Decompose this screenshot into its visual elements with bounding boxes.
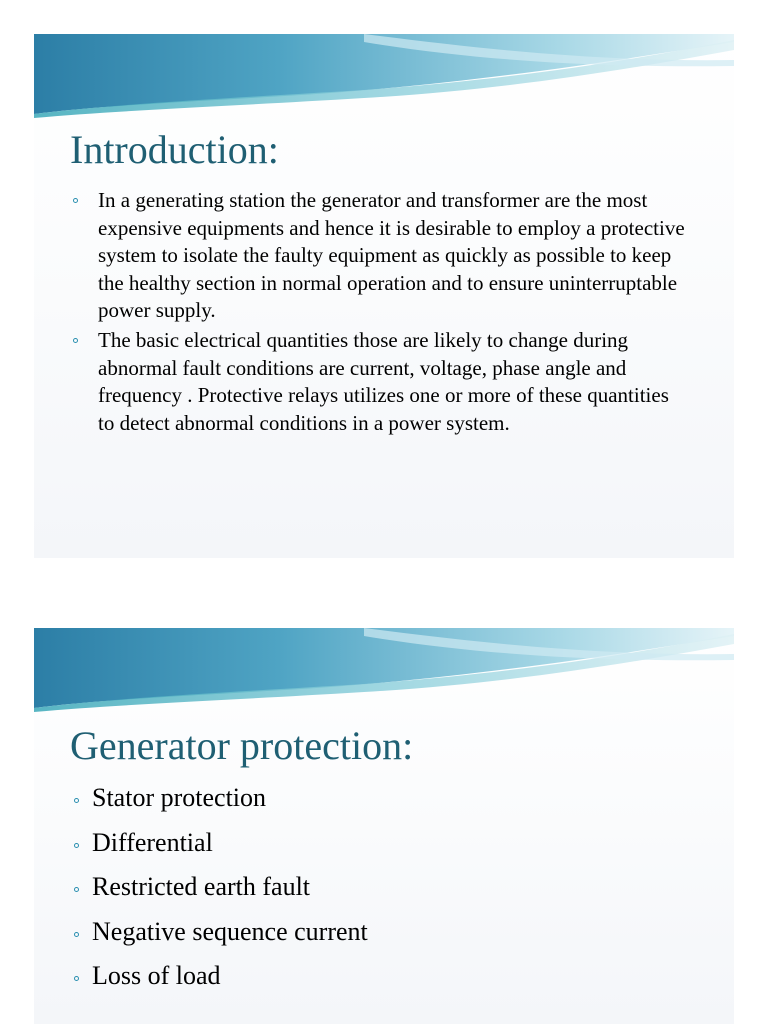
list-item	[70, 959, 690, 1004]
bullet-text: Loss of load	[92, 961, 221, 990]
slide-title: Generator protection:	[70, 723, 414, 768]
slide-header-swoosh	[34, 34, 734, 124]
bullet-icon	[73, 198, 78, 203]
bullet-text: Restricted earth fault	[92, 872, 311, 901]
bullet-text: Negative sequence current	[92, 916, 368, 946]
list-item	[70, 781, 690, 826]
list-item	[70, 327, 690, 437]
bullet-icon	[74, 932, 79, 937]
bullet-text: Stator protection	[92, 783, 267, 812]
bullet-text: The basic electrical quantities those are likely to change during abnormal fault conditions are current, voltage, phase angle and frequency . Protective relays utilizes one or more of these quantities to detect abnormal conditions in a power system.	[98, 327, 669, 435]
list-item	[70, 826, 690, 871]
slide-title: Introduction:	[70, 127, 279, 172]
bullet-icon	[74, 887, 79, 892]
bullet-icon	[73, 338, 78, 343]
list-item	[70, 870, 690, 915]
list-item	[70, 915, 690, 960]
bullet-text: Differential	[92, 827, 213, 857]
slide-generator-protection	[34, 628, 734, 1024]
bullet-text: In a generating station the generator and transformer are the most expensive equipments and hence it is desirable to employ a protective system to isolate the faulty equipment as quickly as possible to keep the healthy section in normal operation and to ensure uninterruptable power supply.	[98, 188, 685, 323]
slide-introduction	[34, 34, 734, 558]
slide-header-swoosh	[34, 628, 734, 718]
bullet-list	[70, 187, 690, 439]
bullet-icon	[74, 843, 79, 848]
list-item	[70, 187, 690, 325]
bullet-icon	[74, 976, 79, 981]
bullet-icon	[74, 798, 79, 803]
bullet-list	[70, 781, 690, 1004]
